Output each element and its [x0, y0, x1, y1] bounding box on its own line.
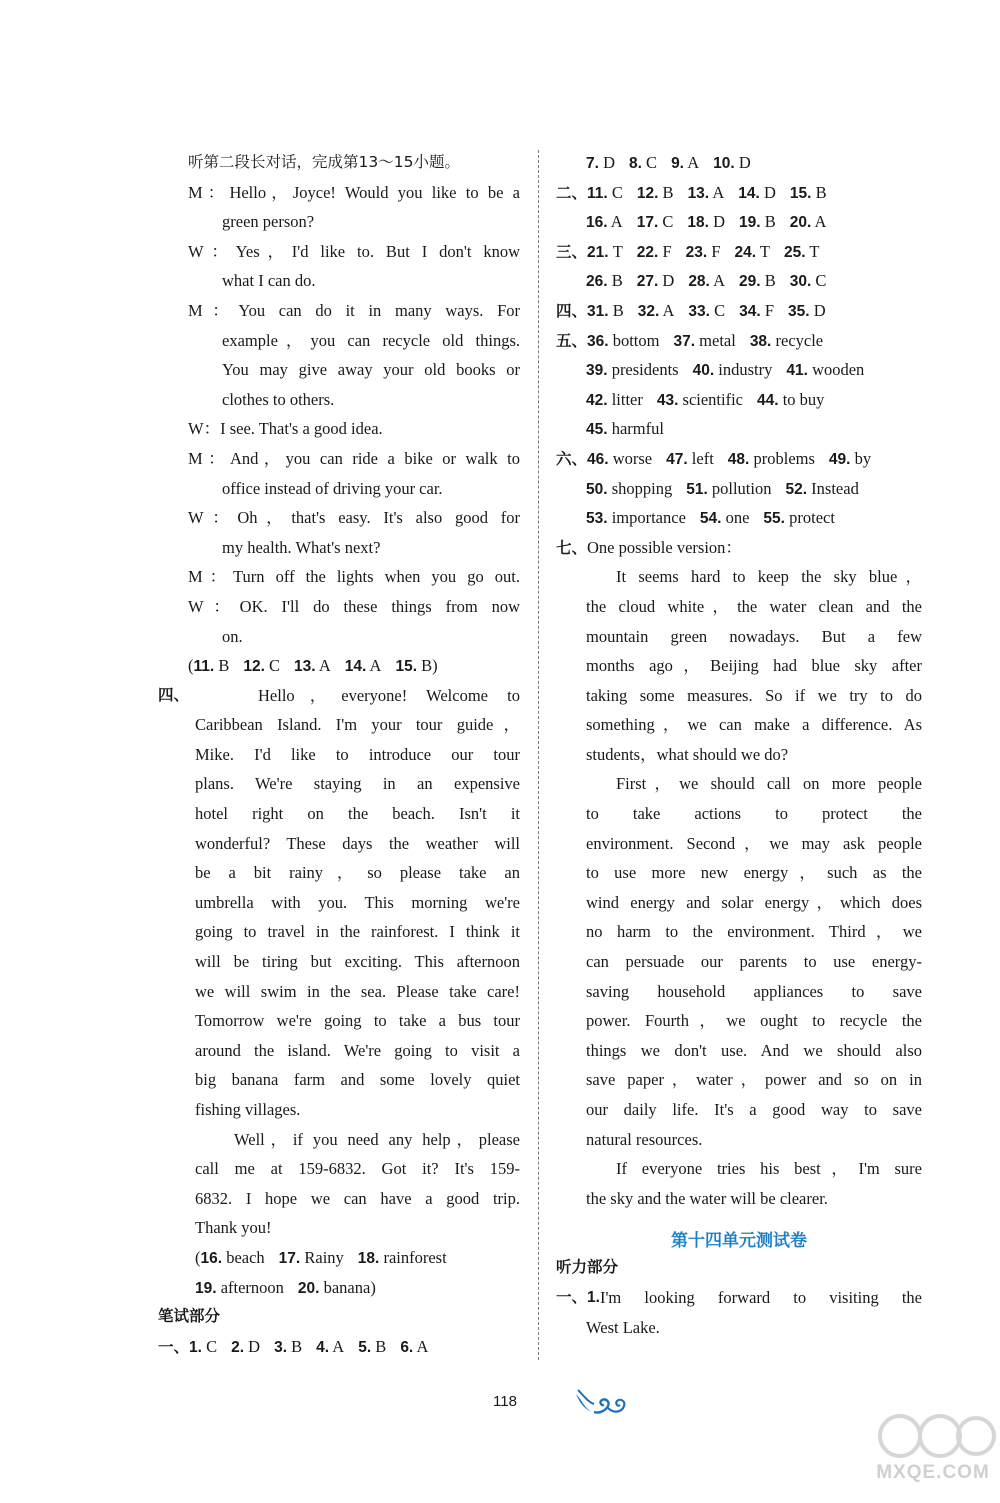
section-marker: 三、	[556, 242, 588, 261]
q-answer: B	[608, 300, 624, 320]
q-answer: F	[707, 241, 721, 261]
q-number: 12.	[636, 184, 659, 202]
q-number: 16.	[200, 1249, 223, 1267]
essay-line: First，we should call on more people	[616, 774, 922, 794]
q-answer: D	[598, 153, 615, 172]
q-number: 37.	[673, 332, 696, 350]
section-marker: 一、	[556, 1287, 588, 1306]
q-number: 7.	[586, 155, 599, 172]
q-answer: to buy	[778, 389, 825, 409]
section-marker: 四、	[158, 685, 190, 704]
q-answer: D	[244, 1336, 261, 1356]
q-answer: shopping	[607, 478, 673, 498]
essay-line: natural resources.	[586, 1129, 703, 1149]
essay-intro-text: One possible version：	[587, 537, 742, 557]
passage-line	[158, 681, 520, 711]
q-number: 48.	[727, 450, 750, 468]
q-answer: afternoon	[216, 1277, 284, 1297]
watermark	[868, 1410, 998, 1500]
q-number: 41.	[786, 362, 808, 380]
q-answer: D	[759, 182, 776, 202]
q-number: 5.	[358, 1338, 372, 1356]
answer-line	[556, 237, 922, 267]
q-answer: rainforest	[379, 1247, 447, 1267]
passage-line: Tomorrow we're going to take a bus tour	[195, 1011, 520, 1031]
q-number: 26.	[586, 273, 608, 291]
essay-line: the cloud white，the water clean and the	[586, 596, 922, 616]
passage-line: 6832. I hope we can have a good trip.	[195, 1188, 520, 1208]
passage-text: Hello，everyone! Welcome to	[258, 685, 520, 705]
q-number: 27.	[636, 273, 659, 291]
essay-line: power. Fourth，we ought to recycle the	[586, 1011, 922, 1031]
q-number: 6.	[400, 1338, 414, 1356]
dialogue-intro: 听第二段长对话，完成第13～15小题。	[188, 153, 460, 171]
dialogue-line: W：Yes，I'd like to. But I don't know	[188, 241, 520, 261]
answer-line	[556, 178, 922, 208]
q-number: 18.	[357, 1249, 380, 1267]
question-line: West Lake.	[586, 1317, 660, 1337]
q-number: 24.	[734, 243, 757, 261]
q-answer: problems	[749, 448, 815, 468]
q-answer: F	[658, 241, 672, 261]
dialogue-line: M：And，you can ride a bike or walk to	[188, 448, 520, 468]
section-marker: 五、	[556, 331, 588, 350]
passage-line: Mike. I'd like to introduce our tour	[195, 744, 520, 764]
essay-line: taking some measures. So if we try to do	[586, 685, 922, 705]
dialogue-line: example，you can recycle old things.	[222, 330, 520, 350]
answer-line	[556, 266, 922, 296]
q-number: 15.	[395, 658, 418, 676]
dialogue-line: W：I see. That's a good idea.	[188, 419, 383, 439]
answer-line	[556, 444, 922, 474]
passage-line: Caribbean Island. I'm your tour guide，	[195, 715, 520, 735]
q-number: 2.	[231, 1338, 245, 1356]
q-answer: A	[607, 212, 623, 232]
q-answer: protect	[784, 508, 835, 528]
dialogue-line: You may give away your old books or	[222, 360, 520, 380]
q-answer: A	[709, 271, 726, 291]
q-number: 50.	[586, 480, 608, 498]
q-answer: C	[264, 656, 281, 676]
column-divider	[538, 150, 539, 1360]
q-answer: pollution	[707, 478, 772, 498]
answer-line	[556, 414, 922, 444]
q-number: 14.	[738, 184, 760, 202]
q-number: 18.	[687, 214, 709, 232]
q-answer: T	[756, 241, 771, 261]
q-answer: D	[734, 153, 751, 172]
watermark-text: MXQE.COM	[876, 1462, 990, 1483]
answer-line	[158, 1273, 520, 1303]
passage-line: fishing villages.	[195, 1100, 301, 1119]
passage-line: wonderful? These days the weather will	[195, 833, 520, 853]
essay-intro	[556, 533, 922, 563]
answer-line	[556, 385, 922, 415]
q-answer: D	[809, 300, 826, 320]
left-column	[158, 148, 520, 1361]
dialogue-line: M：You can do it in many ways. For	[188, 300, 520, 320]
answer-line	[556, 148, 922, 178]
dialogue-line: M：Hello，Joyce! Would you like to be a	[188, 182, 520, 202]
q-answer: F	[760, 300, 774, 320]
q-number: 15.	[789, 184, 812, 202]
q-number: 36.	[587, 332, 609, 350]
q-answer: A	[684, 153, 700, 172]
q-answer: D	[658, 271, 675, 291]
q-number: 10.	[713, 155, 735, 172]
q-answer: recycle	[771, 330, 824, 350]
answer-line	[158, 1332, 520, 1362]
q-answer: A	[329, 1336, 345, 1356]
passage-line: around the island. We're going to visit a	[195, 1040, 520, 1060]
q-answer: T	[805, 241, 820, 261]
q-answer: A	[709, 182, 725, 202]
essay-line: mountain green nowadays. But a few	[586, 626, 922, 646]
essay-line: something，we can make a difference. As	[586, 715, 922, 735]
question-text: I'm looking forward to visiting the	[599, 1287, 922, 1307]
q-number: 49.	[828, 450, 851, 468]
q-number: 30.	[789, 273, 812, 291]
q-answer: C	[709, 300, 726, 320]
section-marker: 二、	[556, 183, 588, 202]
dialogue-line: clothes to others.	[222, 389, 335, 409]
q-number: 54.	[699, 510, 722, 528]
q-answer: C	[811, 271, 827, 291]
passage-line: will be tiring but exciting. This afternoon	[195, 952, 520, 972]
passage-line: be a bit rainy，so please take an	[195, 863, 520, 883]
passage-line: call me at 159-6832. Got it? It's 159-	[195, 1159, 520, 1179]
q-answer: B	[607, 271, 623, 291]
q-number: 47.	[666, 450, 688, 468]
passage-line: going to travel in the rainforest. I think it	[195, 922, 520, 942]
q-number: 45.	[586, 421, 608, 439]
q-number: 25.	[784, 243, 806, 261]
q-answer: C	[201, 1336, 218, 1356]
q-number: 34.	[739, 302, 761, 320]
q-answer: C	[607, 182, 623, 202]
section-marker: 四、	[556, 301, 588, 320]
q-answer: importance	[607, 508, 686, 528]
section-marker: 七、	[556, 538, 588, 557]
essay-line: students，what should we do?	[586, 744, 789, 764]
q-number: 13.	[687, 184, 710, 202]
paren: (	[188, 656, 194, 676]
q-number: 51.	[686, 480, 708, 498]
q-number: 16.	[586, 214, 608, 232]
q-number: 28.	[688, 273, 710, 291]
passage-line: Thank you!	[195, 1218, 272, 1238]
q-answer: A	[811, 212, 827, 232]
essay-line: can persuade our parents to use energy-	[586, 952, 922, 972]
q-answer: T	[608, 241, 623, 261]
q-number: 11.	[587, 184, 608, 202]
q-number: 40.	[692, 362, 715, 380]
passage-line: Well，if you need any help，please	[234, 1129, 520, 1149]
unit-title: 第十四单元测试卷	[671, 1231, 807, 1252]
answer-line	[158, 1243, 520, 1273]
answer-line	[556, 474, 922, 504]
q-number: 29.	[739, 273, 761, 291]
written-section-heading: 笔试部分	[158, 1307, 221, 1326]
answer-line	[556, 503, 922, 533]
q-number: 21.	[587, 243, 609, 261]
q-answer: Instead	[807, 478, 859, 498]
dialogue-line: my health. What's next?	[222, 537, 381, 557]
q-answer: C	[658, 212, 674, 232]
essay-line: If everyone tries his best，I'm sure	[616, 1159, 922, 1179]
paren: (	[195, 1247, 201, 1267]
dialogue-line: office instead of driving your car.	[222, 478, 443, 498]
q-number: 13.	[294, 658, 316, 676]
passage-line: big banana farm and some lovely quiet	[195, 1070, 520, 1090]
passage-line: plans. We're staying in an expensive	[195, 774, 520, 794]
q-number: 17.	[636, 214, 659, 232]
essay-line: to use more new energy，such as the	[586, 863, 922, 883]
dialogue-line: what I can do.	[222, 271, 316, 291]
q-answer: left	[687, 448, 714, 468]
q-answer: beach	[222, 1247, 265, 1267]
q-number: 43.	[656, 391, 679, 409]
q-number: 19.	[195, 1279, 217, 1297]
answer-line	[556, 355, 922, 385]
q-number: 11.	[193, 658, 215, 676]
q-answer: A	[413, 1336, 429, 1356]
q-answer: D	[708, 212, 726, 232]
q-number: 53.	[586, 510, 608, 528]
essay-line: the sky and the water will be clearer.	[586, 1188, 828, 1208]
question-line	[556, 1283, 922, 1313]
q-number: 9.	[671, 155, 684, 172]
q-number: 20.	[789, 214, 812, 232]
q-number: 1.	[189, 1338, 202, 1356]
q-answer: A	[659, 300, 675, 320]
q-answer: banana)	[319, 1277, 376, 1297]
q-number: 3.	[274, 1338, 288, 1356]
page-number: 118	[493, 1393, 517, 1410]
essay-line: things we don't use. And we should also	[586, 1040, 922, 1060]
answer-line	[158, 651, 520, 681]
q-number: 44.	[757, 391, 779, 409]
listening-section-heading: 听力部分	[556, 1258, 619, 1277]
q-answer: industry	[714, 360, 773, 380]
essay-line: no harm to the environment. Third，we	[586, 922, 922, 942]
q-number: 39.	[586, 362, 608, 380]
section-marker: 六、	[556, 449, 588, 468]
q-answer: B)	[417, 656, 438, 676]
q-number: 4.	[316, 1338, 330, 1356]
q-number: 17.	[278, 1249, 301, 1267]
dialogue-line: green person?	[222, 212, 315, 232]
q-number: 20.	[297, 1279, 320, 1297]
essay-line: wind energy and solar energy，which does	[586, 892, 922, 912]
q-number: 46.	[587, 450, 609, 468]
section-marker: 一、	[158, 1337, 190, 1356]
q-answer: scientific	[678, 389, 744, 409]
q-answer: B	[658, 182, 674, 202]
q-answer: B	[760, 212, 776, 232]
q-number: 32.	[637, 302, 660, 320]
q-answer: B	[811, 182, 827, 202]
q-answer: B	[371, 1336, 387, 1356]
q-answer: B	[287, 1336, 303, 1356]
q-number: 22.	[636, 243, 659, 261]
q-answer: worse	[608, 448, 653, 468]
dialogue-line: M：Turn off the lights when you go out.	[188, 567, 520, 587]
essay-line: saving household appliances to save	[586, 981, 922, 1001]
q-answer: by	[850, 448, 872, 468]
answer-line	[556, 326, 922, 356]
answer-line	[556, 207, 922, 237]
q-number: 8.	[628, 155, 642, 172]
essay-line: save paper，water，power and so on in	[586, 1070, 922, 1090]
q-number: 19.	[739, 214, 761, 232]
q-answer: metal	[695, 330, 736, 350]
q-answer: wooden	[807, 360, 865, 380]
q-answer: one	[721, 508, 750, 528]
q-number: 42.	[586, 391, 608, 409]
q-number: 12.	[243, 658, 265, 676]
q-number: 55.	[763, 510, 785, 528]
q-answer: A	[315, 656, 331, 676]
essay-line: to take actions to protect the	[586, 804, 922, 824]
wave-ornament-icon	[572, 1388, 628, 1418]
answer-line	[556, 296, 922, 326]
q-number: 1.	[587, 1288, 600, 1306]
dialogue-line: W：OK. I'll do these things from now	[188, 596, 520, 616]
passage-line: we will swim in the sea. Please take care!	[195, 981, 520, 1001]
essay-line: months ago，Beijing had blue sky after	[586, 656, 922, 676]
q-number: 52.	[785, 480, 808, 498]
q-answer: Rainy	[300, 1247, 344, 1267]
passage-line: umbrella with you. This morning we're	[195, 892, 520, 912]
essay-line: environment. Second，we may ask people	[586, 833, 922, 853]
q-number: 35.	[788, 302, 810, 320]
q-answer: bottom	[608, 330, 660, 350]
right-column	[556, 148, 922, 1342]
q-number: 23.	[685, 243, 708, 261]
q-answer: B	[214, 656, 230, 676]
passage-line: hotel right on the beach. Isn't it	[195, 804, 520, 824]
essay-line: our daily life. It's a good way to save	[586, 1100, 922, 1119]
q-answer: A	[366, 656, 382, 676]
dialogue-line: on.	[222, 626, 243, 646]
q-number: 31.	[587, 302, 609, 320]
q-answer: harmful	[607, 419, 664, 439]
dialogue-line: W：Oh，that's easy. It's also good for	[188, 508, 520, 528]
q-answer: C	[641, 153, 658, 172]
q-answer: B	[760, 271, 776, 291]
watermark-logo-icon	[868, 1410, 998, 1466]
q-number: 14.	[344, 658, 367, 676]
q-number: 33.	[688, 302, 710, 320]
q-answer: presidents	[607, 360, 679, 380]
q-answer: litter	[607, 389, 643, 409]
essay-line: It seems hard to keep the sky blue，	[616, 567, 922, 587]
q-number: 38.	[749, 332, 772, 350]
